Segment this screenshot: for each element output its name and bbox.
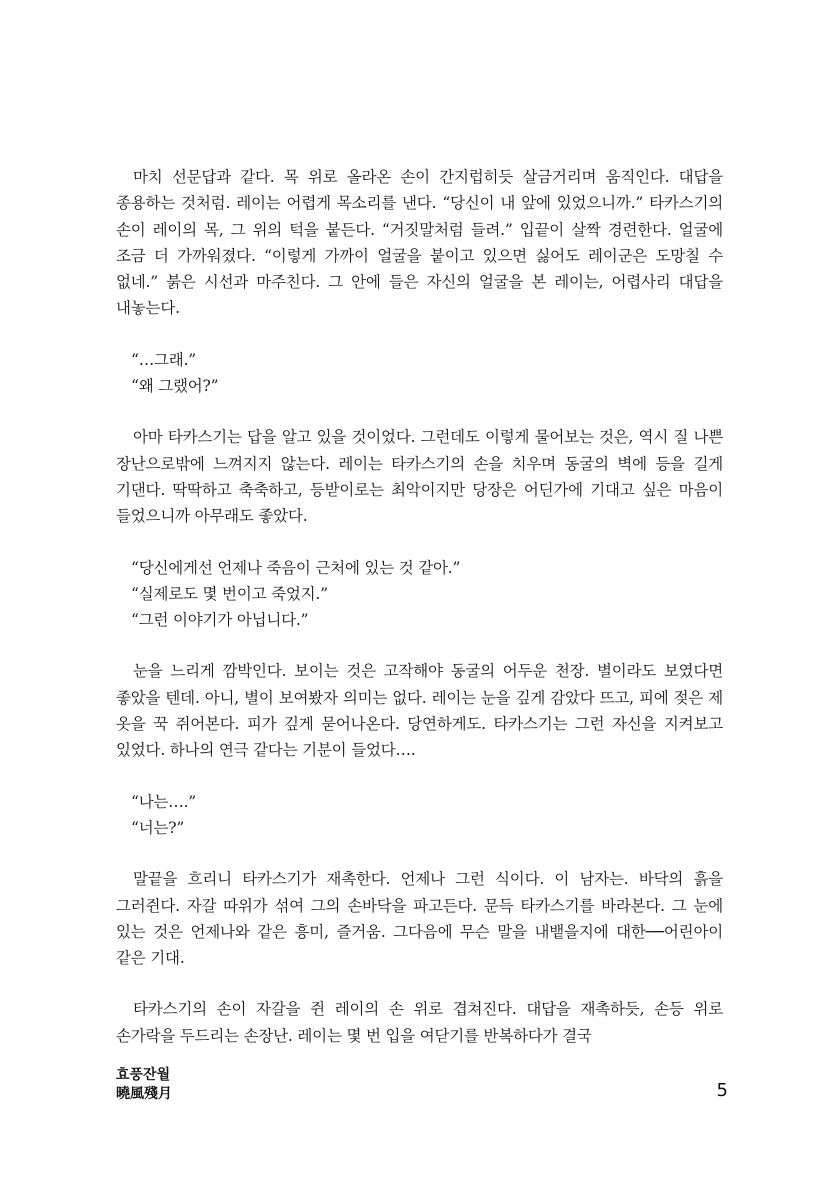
paragraph-gap [116,764,723,789]
dialogue-line: “그런 이야기가 아닙니다.” [131,611,309,630]
paragraph: 타카스기의 손이 자갈을 쥔 레이의 손 위로 겹쳐진다. 대답을 재촉하듯, 손등 위로 손가락을 두드리는 손장난. 레이는 몇 번 입을 여닫기를 반복하다가 결국 [116,1000,723,1045]
dialogue-line: “나는….” [131,792,197,811]
paragraph-gap [116,322,723,347]
dialogue-line: “왜 그랬어?” [131,377,219,396]
dialogue-line: “너는?” [131,818,185,837]
dialogue-line: “…그래.” [131,350,197,369]
book-title [116,1066,172,1104]
paragraph: 말끝을 흐리니 타카스기가 재촉한다. 언제나 그런 식이다. 이 남자는. 바닥의 흙을 그러쥔다. 자갈 따위가 섞여 그의 손바닥을 파고든다. 문득 타카스기를 바라본다. 그 눈에 있는 것은 언제나와 같은 흥미, 즐거움. 그다음에 무슨 말을 내뱉을지에 대한──어린아이 같은 기대. [116,870,723,968]
book-title-hanja: 曉風殘月 [116,1086,172,1102]
paragraph-gap [116,633,723,658]
book-title-korean: 효풍잔월 [116,1067,171,1083]
paragraph-gap [116,530,723,555]
paragraph-gap [116,971,723,996]
paragraph-gap [116,399,723,424]
dialogue-line: “당신에게선 언제나 죽음이 근처에 있는 것 같아.” [131,558,461,577]
page-number: 5 [716,1080,728,1101]
body-text [116,164,723,1049]
paragraph: 마치 선문답과 같다. 목 위로 올라온 손이 간지럽히듯 살금거리며 움직인다. 대답을 종용하는 것처럼. 레이는 어렵게 목소리를 낸다. “당신이 내 앞에 있었으니까.” 타카스기의 손이 레이의 목, 그 위의 턱을 붙든다. “거짓말처럼 들려.” 입끝이 살짝 경련한다. 얼굴에 조금 더 가까워졌다. “이렇게 가까이 얼굴을 붙이고 있으면 싫어도 레이군은 도망칠 수 없네.” 붉은 시선과 마주친다. 그 안에 들은 자신의 얼굴을 본 레이는, 어렵사리 대답을 내놓는다. [116,168,723,318]
dialogue-line: “실제로도 몇 번이고 죽었지.” [131,584,328,603]
paragraph: 아마 타카스기는 답을 알고 있을 것이었다. 그런데도 이렇게 물어보는 것은, 역시 질 나쁜 장난으로밖에 느껴지지 않는다. 레이는 타카스기의 손을 치우며 동굴의 벽에 등을 길게 기댄다. 딱딱하고 축축하고, 등받이로는 최악이지만 당장은 어딘가에 기대고 싶은 마음이 들었으니까 아무래도 좋았다. [116,428,723,526]
paragraph: 눈을 느리게 깜박인다. 보이는 것은 고작해야 동굴의 어두운 천장. 별이라도 보였다면 좋았을 텐데. 아니, 별이 보여봤자 의미는 없다. 레이는 눈을 깊게 감았다 뜨고, 피에 젖은 제 옷을 꾹 쥐어본다. 피가 깊게 묻어나온다. 당연하게도. 타카스기는 그런 자신을 지켜보고 있었다. 하나의 연극 같다는 기분이 들었다…. [116,662,723,760]
paragraph-gap [116,841,723,866]
